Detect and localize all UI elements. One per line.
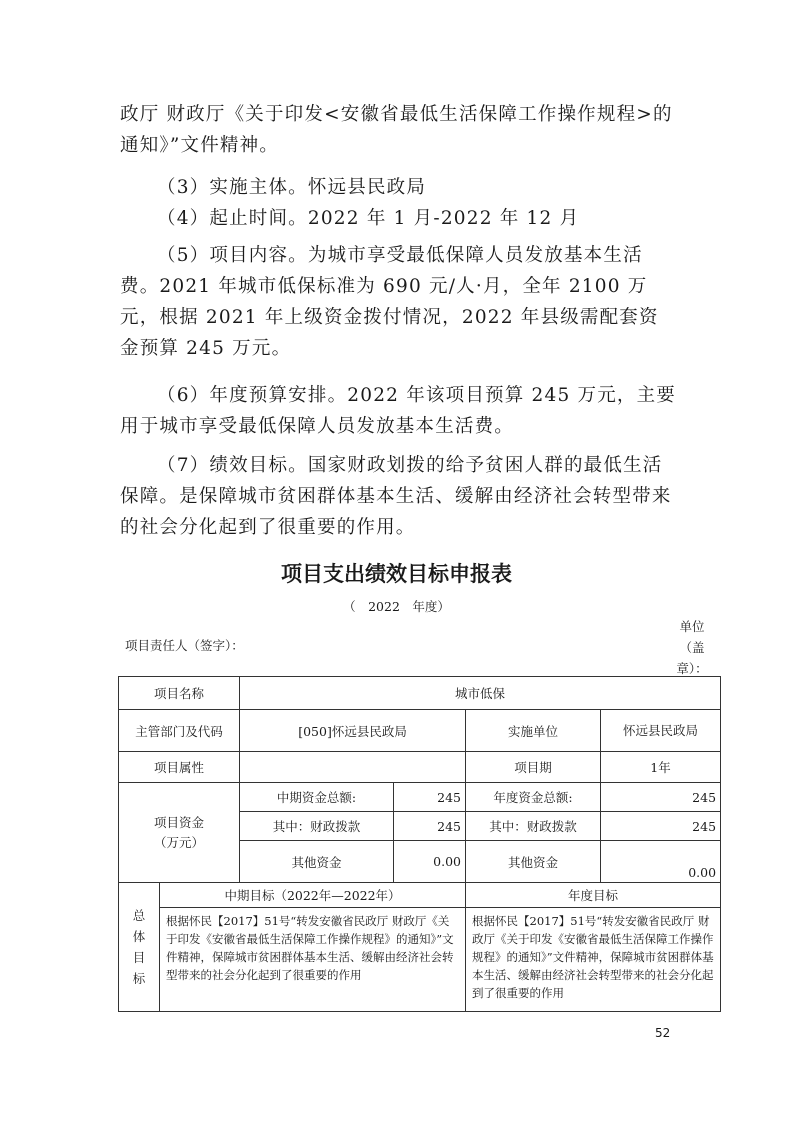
mid-term-fiscal-value: 245	[394, 812, 466, 841]
annual-goal-text: 根据怀民【2017】51号“转发安徽省民政厅 财政厅《关于印发《安徽省最低生活保障工作操作规程》的通知》”文件精神，保障城市贫困群体基本生活、缓解由经济社会转型带来的社会分化起到了很重要的作用	[466, 908, 721, 1012]
performance-goal-table	[118, 676, 721, 1012]
project-funds-label: 项目资金（万元）	[119, 783, 240, 883]
project-attribute-value	[240, 752, 466, 783]
paragraph-policy-reference: 政厅 财政厅《关于印发<安徽省最低生活保障工作操作规程>的通知》”文件精神。	[120, 104, 673, 156]
project-name-value: 城市低保	[240, 677, 721, 710]
department-label: 主管部门及代码	[119, 710, 240, 752]
mid-term-other-label: 其他资金	[240, 841, 394, 883]
paragraph-duration: （4）起止时间。2022 年 1 月-2022 年 12 月	[157, 208, 580, 229]
mid-term-fiscal-label: 其中：财政拨款	[240, 812, 394, 841]
implementing-unit-label: 实施单位	[466, 710, 601, 752]
form-title: 项目支出绩效目标申报表	[281, 562, 512, 586]
paragraph-implementing-body: （3）实施主体。怀远县民政局	[157, 177, 427, 198]
annual-other-label: 其他资金	[466, 841, 601, 883]
department-value: [050]怀远县民政局	[240, 710, 466, 752]
project-name-label: 项目名称	[119, 677, 240, 710]
annual-total-label: 年度资金总额:	[466, 783, 601, 812]
paragraph-performance-goal: （7）绩效目标。国家财政划拨的给予贫困人群的最低生活保障。是保障城市贫困群体基本生活、缓解由经济社会转型带来的社会分化起到了很重要的作用。	[120, 455, 672, 538]
mid-term-goal-header: 中期目标（2022年—2022年）	[160, 883, 466, 908]
mid-term-other-value: 0.00	[394, 841, 466, 883]
annual-total-value: 245	[601, 783, 721, 812]
mid-term-total-label: 中期资金总额:	[240, 783, 394, 812]
annual-other-value: 0.00	[601, 841, 721, 883]
page-number: 52	[655, 1026, 671, 1040]
mid-term-goal-text: 根据怀民【2017】51号“转发安徽省民政厅 财政厅《关于印发《安徽省最低生活保障工作操作规程》的通知》”文件精神，保障城市贫困群体基本生活、缓解由经济社会转型带来的社会分化起到了很重要的作用	[160, 908, 466, 1012]
project-period-label: 项目期	[466, 752, 601, 783]
paragraph-project-content: （5）项目内容。为城市享受最低保障人员发放基本生活费。2021 年城市低保标准为 690 元/人·月，全年 2100 万元，根据 2021 年上级资金拨付情况，2022 年县级需配套资金预算 245 万元。	[120, 245, 659, 359]
annual-fiscal-value: 245	[601, 812, 721, 841]
annual-fiscal-label: 其中：财政拨款	[466, 812, 601, 841]
project-attribute-label: 项目属性	[119, 752, 240, 783]
implementing-unit-value: 怀远县民政局	[601, 710, 721, 752]
responsible-person-label: 项目责任人（签字）：	[125, 638, 244, 653]
mid-term-total-value: 245	[394, 783, 466, 812]
paragraph-annual-budget: （6）年度预算安排。2022 年该项目预算 245 万元，主要用于城市享受最低保障人员发放基本生活费。	[120, 385, 677, 437]
form-year: （ 2022 年度）	[343, 599, 450, 614]
unit-seal-label: 单位（盖章）：	[676, 619, 708, 676]
project-period-value: 1年	[601, 752, 721, 783]
annual-goal-header: 年度目标	[466, 883, 721, 908]
overall-goal-label: 总体目标	[119, 883, 160, 1012]
